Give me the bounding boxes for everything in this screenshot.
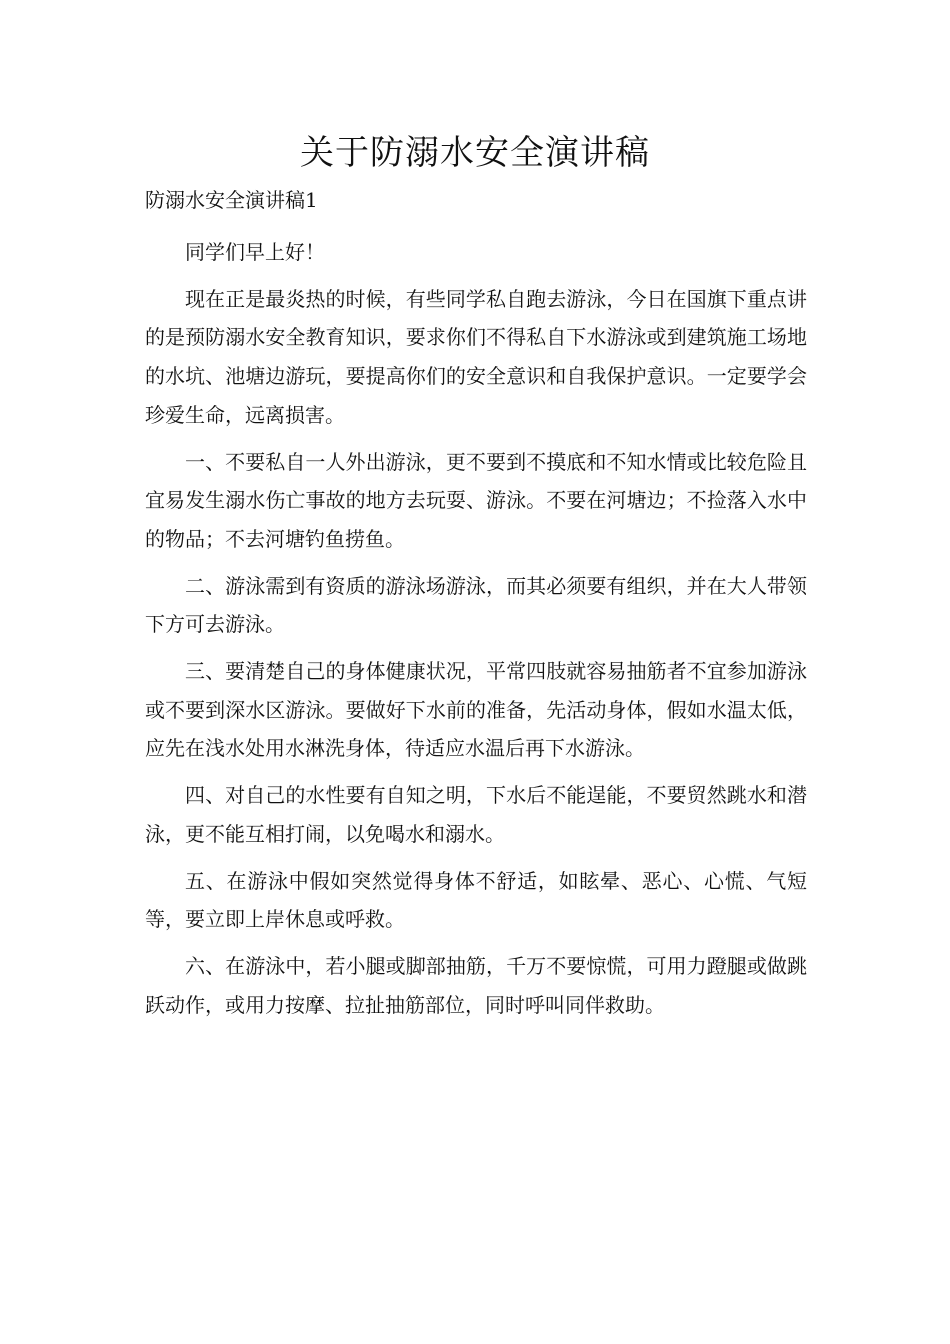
paragraph-intro: 现在正是最炎热的时候，有些同学私自跑去游泳，今日在国旗下重点讲的是预防溺水安全教育知识，要求你们不得私自下水游泳或到建筑施工场地的水坑、池塘边游玩，要提高你们的安全意识和自我保护意识。一定要学会珍爱生命，远离损害。 (145, 286, 807, 427)
document-title: 关于防溺水安全演讲稿 (300, 133, 650, 173)
document-subtitle: 防溺水安全演讲稿1 (145, 188, 318, 212)
paragraph-rule-6: 六、在游泳中，若小腿或脚部抽筋，千万不要惊慌，可用力蹬腿或做跳跃动作，或用力按摩、拉扯抽筋部位，同时呼叫同伴救助。 (145, 953, 807, 1017)
paragraph-rule-5: 五、在游泳中假如突然觉得身体不舒适，如眩晕、恶心、心慌、气短等，要立即上岸休息或呼救。 (145, 868, 807, 932)
paragraph-rule-2: 二、游泳需到有资质的游泳场游泳，而其必须要有组织，并在大人带领下方可去游泳。 (145, 573, 807, 637)
document-body (145, 233, 807, 1032)
paragraph-rule-3: 三、要清楚自己的身体健康状况，平常四肢就容易抽筋者不宜参加游泳或不要到深水区游泳。要做好下水前的准备，先活动身体，假如水温太低，应先在浅水处用水淋洗身体，待适应水温后再下水游泳。 (145, 659, 807, 761)
paragraph-rule-4: 四、对自己的水性要有自知之明，下水后不能逞能，不要贸然跳水和潜泳，更不能互相打闹，以免喝水和溺水。 (145, 783, 807, 846)
paragraph-greeting: 同学们早上好！ (185, 240, 325, 264)
paragraph-rule-1: 一、不要私自一人外出游泳，更不要到不摸底和不知水情或比较危险且宜易发生溺水伤亡事故的地方去玩耍、游泳。不要在河塘边；不捡落入水中的物品；不去河塘钓鱼捞鱼。 (145, 449, 807, 551)
